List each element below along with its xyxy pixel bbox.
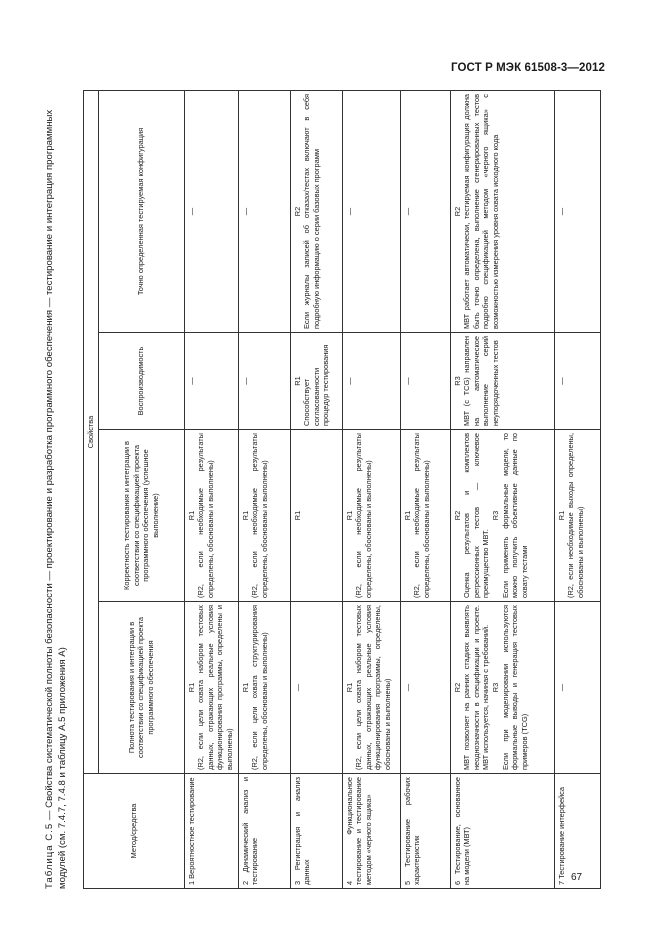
rating-label: R3 — [490, 682, 500, 693]
rating-note: Способствует согласованности процедур тестирования — [302, 344, 331, 426]
rating-note: (R2, если необходимые результаты определены, обоснованы и выполнены) — [412, 433, 431, 598]
rating-note: МВТ работает автоматически, тестируемая конфигурация должна быть точно определена, выполнение сгенерированных тестов подробно спецификацией методом «черного ящика» с возможностью измерения уровня охвата исходного кода — [462, 93, 500, 329]
correctness-cell — [554, 430, 600, 602]
method-cell: 5 Тестирование рабочих характеристик — [400, 774, 450, 889]
rating-note: (R2, если необходимые результаты определены, обоснованы и выполнены) — [250, 433, 269, 598]
column-header: Полнота тестирования и интеграции в соответствии со спецификацией проекта программного обеспечения — [98, 602, 184, 774]
method-header: Метод/средства — [84, 774, 185, 889]
rating-label: R1 — [186, 682, 196, 693]
rating-label: R1 — [186, 510, 196, 521]
rating-label: R2 — [452, 682, 462, 693]
rating-label: R1 — [402, 510, 412, 521]
method-cell: 4 Функциональное тестирование и тестирование методом «черного ящика» — [342, 774, 400, 889]
correctness-cell — [400, 430, 450, 602]
rating-note: (R2, если необходимые выходы определены, обоснованы и выполнены) — [566, 433, 585, 598]
rating-note: (R2, если цели охвата структурирования определены, обоснованы и выполнены) — [250, 605, 269, 770]
table-row — [450, 90, 554, 888]
configuration-cell: — — [238, 90, 290, 332]
method-cell: 2 Динамический анализ и тестирование — [238, 774, 290, 889]
rating-label: R2 — [452, 206, 462, 217]
repeatability-cell: — — [554, 333, 600, 430]
rating-label: R1 — [344, 510, 354, 521]
correctness-cell — [450, 430, 554, 602]
completeness-cell — [450, 602, 554, 774]
completeness-cell: — — [400, 602, 450, 774]
table-subheader-row — [98, 90, 184, 888]
rating-note: Оценка результатов и комплектов регрессионных тестов — ключевое преимущество МВТ. — [462, 433, 491, 598]
rating-note: (R2, если необходимые результаты определены, обоснованы и выполнены) — [196, 433, 215, 598]
rating-label: R1 — [292, 376, 302, 386]
configuration-cell — [290, 90, 342, 332]
rating-note: Если применять формальные модели, то можно получить объективные данные по охвату тестами — [500, 433, 529, 598]
table-row — [400, 90, 450, 888]
table-row — [184, 90, 238, 888]
repeatability-cell: — — [238, 333, 290, 430]
rating-note: Если журналы записей об отказах/тестах включают в себя подробную информацию о серии базовых программ — [302, 93, 321, 329]
rating-label: R1 — [240, 682, 250, 693]
column-header: Воспроизводимость — [98, 333, 184, 430]
table-row — [554, 90, 600, 888]
correctness-cell — [238, 430, 290, 602]
rating-note: МВТ позволяет на ранних стадиях выявлять неоднозначности в спецификации и проекте. МВТ используется, начиная с требований. — [462, 605, 491, 770]
properties-table — [83, 90, 601, 889]
table-row — [342, 90, 400, 888]
column-header: Точно определенная тестируемая конфигурация — [98, 90, 184, 332]
rating-label: R2 — [292, 206, 302, 217]
configuration-cell: — — [184, 90, 238, 332]
repeatability-cell — [450, 333, 554, 430]
configuration-cell: — — [400, 90, 450, 332]
completeness-cell: — — [554, 602, 600, 774]
rating-label: R1 — [240, 510, 250, 521]
correctness-cell — [342, 430, 400, 602]
rating-label: R3 — [452, 376, 462, 386]
completeness-cell — [342, 602, 400, 774]
rating-note: (R2, если цели охвата набором тестовых данных, отражающих реальные условия функционирования программы, определены, обоснованы и выполнены) — [354, 605, 392, 770]
configuration-cell: — — [554, 90, 600, 332]
repeatability-cell: — — [342, 333, 400, 430]
method-cell: 7 Тестирование интерфейса — [554, 774, 600, 889]
configuration-cell — [450, 90, 554, 332]
rating-note: МВТ (с TCG) направлен на автоматическое выполнение серий неупорядоченных тестов — [462, 336, 500, 426]
correctness-cell — [184, 430, 238, 602]
table-header-row — [84, 90, 99, 888]
method-cell: 6 Тестирование, основанное на модели (МВТ) — [450, 774, 554, 889]
completeness-cell: — — [290, 602, 342, 774]
standard-code: ГОСТ Р МЭК 61508-3—2012 — [451, 62, 605, 74]
repeatability-cell — [290, 333, 342, 430]
caption-text: — Свойства систематической полноты безопасности — проектирование и разработка программного обеспечения — тестирование и интеграция программных модулей (см. 7.4.7, 7.4.8 и таблицу А.5 приложения А) — [44, 109, 68, 889]
table-caption — [44, 91, 69, 889]
method-cell: 3 Регистрация и анализ данных — [290, 774, 342, 889]
rating-label: R2 — [452, 510, 462, 521]
table-row — [290, 90, 342, 888]
rating-note: Если при моделировании используются формальные выводы и генерация тестовых примеров (TCG) — [500, 605, 529, 770]
rating-label: R3 — [490, 510, 500, 521]
column-header: Корректность тестирования и интеграции в соответствии со спецификацией проекта программного обеспечения (успешное выполнение) — [98, 430, 184, 602]
completeness-cell — [184, 602, 238, 774]
repeatability-cell: — — [184, 333, 238, 430]
caption-lead: Таблица С.5 — [44, 822, 55, 889]
configuration-cell: — — [342, 90, 400, 332]
table-row — [238, 90, 290, 888]
properties-header: Свойства — [84, 90, 99, 773]
rating-label: R1 — [344, 682, 354, 693]
completeness-cell — [238, 602, 290, 774]
correctness-cell: R1 — [290, 430, 342, 602]
repeatability-cell: — — [400, 333, 450, 430]
rating-note: (R2, если цели охвата набором тестовых данных, отражающих реальные условия функционирования программы, определены и выполнены) — [196, 605, 234, 770]
page-number: 67 — [571, 872, 583, 883]
rating-label: R1 — [556, 510, 566, 521]
rating-note: (R2, если необходимые результаты определены, обоснованы и выполнены) — [354, 433, 373, 598]
method-cell: 1 Вероятностное тестирование — [184, 774, 238, 889]
